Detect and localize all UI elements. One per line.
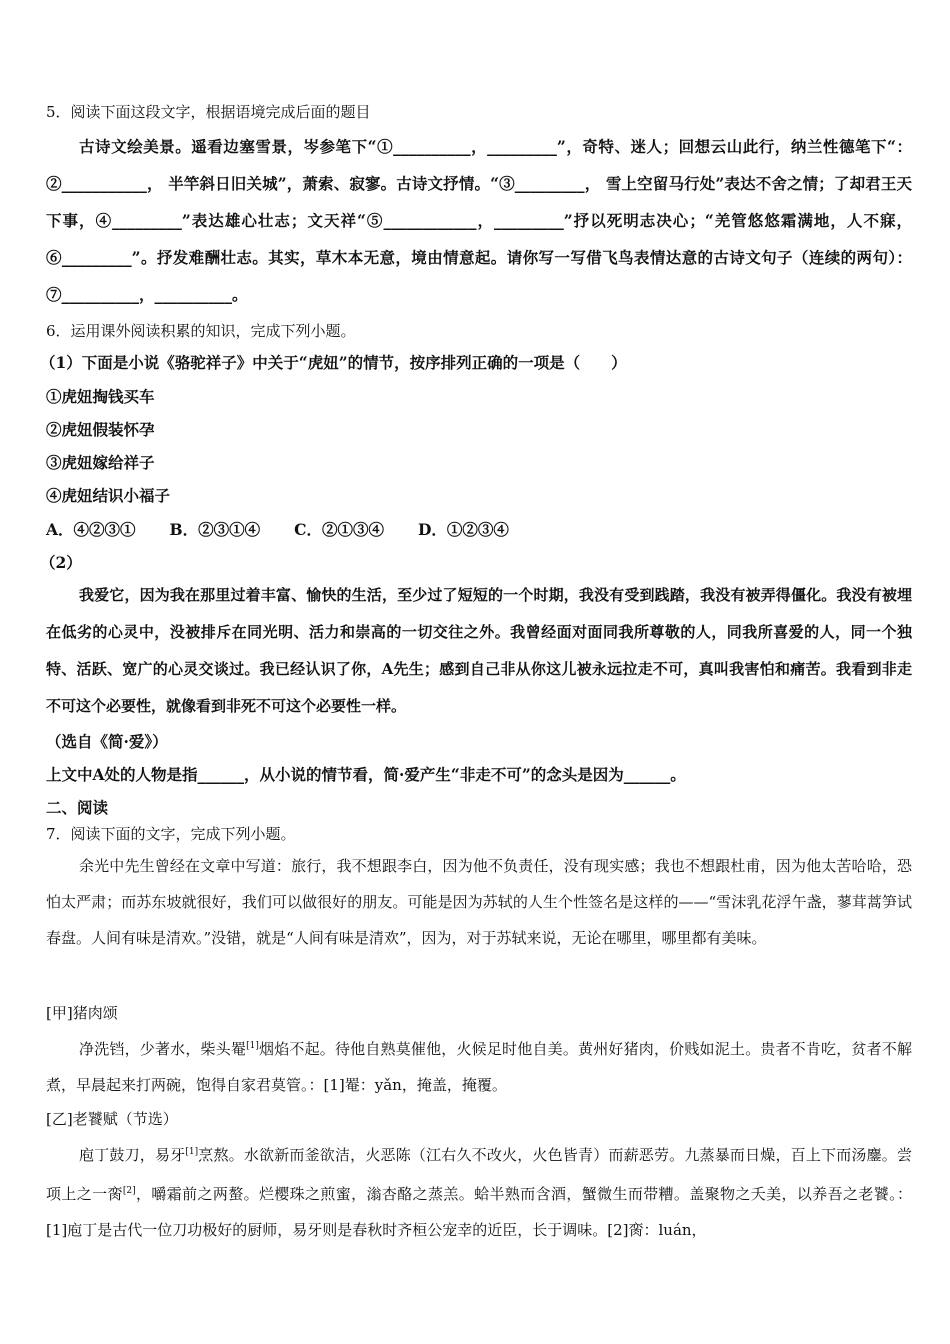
yi-text: [46, 1134, 912, 1248]
yi-text-c: ，嚼霜前之两螯。烂樱珠之煎蜜，滃杏酪之蒸羔。蛤半熟而含酒，蟹微生而带糟。盖聚物之夭美，以养吾之老饕。：[1]庖丁是古代一位刀功极好的厨师，易牙则是春秋时齐桓公宠幸的近臣，长于调味。[2]脔：luán，: [46, 1185, 912, 1239]
option-b: B．②③①④: [169, 520, 261, 539]
q6-options: [46, 518, 543, 540]
q5-body: 古诗文绘美景。遥看边塞雪景，岑参笔下“①__________，_________”，奇特、迷人；回想云山此行，纳兰性德笔下“：②___________， 半竿斜日旧关城”，萧索、寂寥。古诗文抒情。“③_________， 雪上空留马行处”表达不舍之情；了却君王天下事，④_________”表达雄心壮志；文天祥“⑤____________，_________”抒以死明志决心；“羌管悠悠霜满地，人不寐，⑥_________”。抒发难酬壮志。其实，草木本无意，境由情意起。请你写一写借飞鸟表情达意的古诗文句子（连续的两句）：⑦__________，__________。: [46, 137, 912, 304]
jia-text-b: 烟焰不起。待他自熟莫催他，火候足时他自美。黄州好猪肉，价贱如泥土。贵者不肯吃，贫者不解煮，早晨起来打两碗，饱得自家君莫管。：[1]罨：yǎn，掩盖，掩覆。: [46, 1040, 912, 1094]
option-a: A．④②③①: [46, 520, 136, 539]
q6-title: 6．运用课外阅读积累的知识，完成下列小题。: [46, 322, 356, 340]
q6-item-1: ①虎妞掏钱买车: [46, 387, 155, 406]
option-c: C．②①③④: [294, 520, 384, 539]
jia-text: [46, 1028, 912, 1103]
q6-item-2: ②虎妞假装怀孕: [46, 420, 155, 439]
q5-title: 5．阅读下面这段文字，根据语境完成后面的题目: [46, 103, 371, 121]
yi-text-b: 烹熬。水欲新而釜欲洁，火恶陈（江右久不改火，火色皆青）而薪恶劳。九蒸暴而日燥，百上下而汤鏖。尝项上之一脔: [46, 1146, 912, 1203]
yi-note-mark-2: [2]: [122, 1186, 136, 1196]
jia-note-mark: [1]: [246, 1041, 259, 1051]
section-heading: 二、阅读: [46, 798, 109, 817]
yi-title: [乙]老饕赋（节选）: [46, 1110, 178, 1128]
q6-excerpt: 我爱它，因为我在那里过着丰富、愉快的生活，至少过了短短的一个时期，我没有受到践踏，我没有被弄得僵化。我没有被埋在低劣的心灵中，没被排斥在同光明、活力和崇高的一切交往之外。我曾经面对面同我所尊敬的人，同我所喜爱的人，同一个独特、活跃、宽广的心灵交谈过。我已经认识了你，A先生；感到自己非从你这儿被永远拉走不可，真叫我害怕和痛苦。我看到非走不可这个必要性，就像看到非死不可这个必要性一样。: [46, 586, 912, 715]
yi-note-mark-1: [1]: [185, 1147, 199, 1157]
q6-item-3: ③虎妞嫁给祥子: [46, 453, 155, 472]
q6-sub1: （1）下面是小说《骆驼祥子》中关于“虎妞”的情节，按序排列正确的一项是（ ）: [40, 353, 627, 372]
q7-title: 7．阅读下面的文字，完成下列小题。: [46, 825, 296, 843]
q6-item-4: ④虎妞结识小福子: [46, 486, 171, 505]
q7-intro: 余光中先生曾经在文章中写道：旅行，我不想跟李白，因为他不负责任，没有现实感；我也不想跟杜甫，因为他太苦哈哈，恐怕太严肃；而苏东坡就很好，我们可以做很好的朋友。可能是因为苏轼的人生个性签名是这样的——“雪沫乳花浮午盏，蓼茸蒿笋试春盘。人间有味是清欢。”没错，就是“人间有味是清欢”，因为，对于苏轼来说，无论在哪里，哪里都有美味。: [46, 857, 912, 947]
q6-source: （选自《简·爱》）: [46, 732, 168, 751]
q6-sub2: （2）: [40, 553, 82, 572]
yi-text-a: 庖丁鼓刀，易牙: [79, 1146, 186, 1164]
jia-title: [甲]猪肉颂: [46, 1004, 118, 1022]
q6-question: 上文中A处的人物是指______，从小说的情节看，简·爱产生“非走不可”的念头是因为______。: [46, 765, 686, 784]
jia-text-a: 净洗铛，少著水，柴头罨: [79, 1040, 247, 1058]
option-d: D．①②③④: [417, 520, 509, 539]
